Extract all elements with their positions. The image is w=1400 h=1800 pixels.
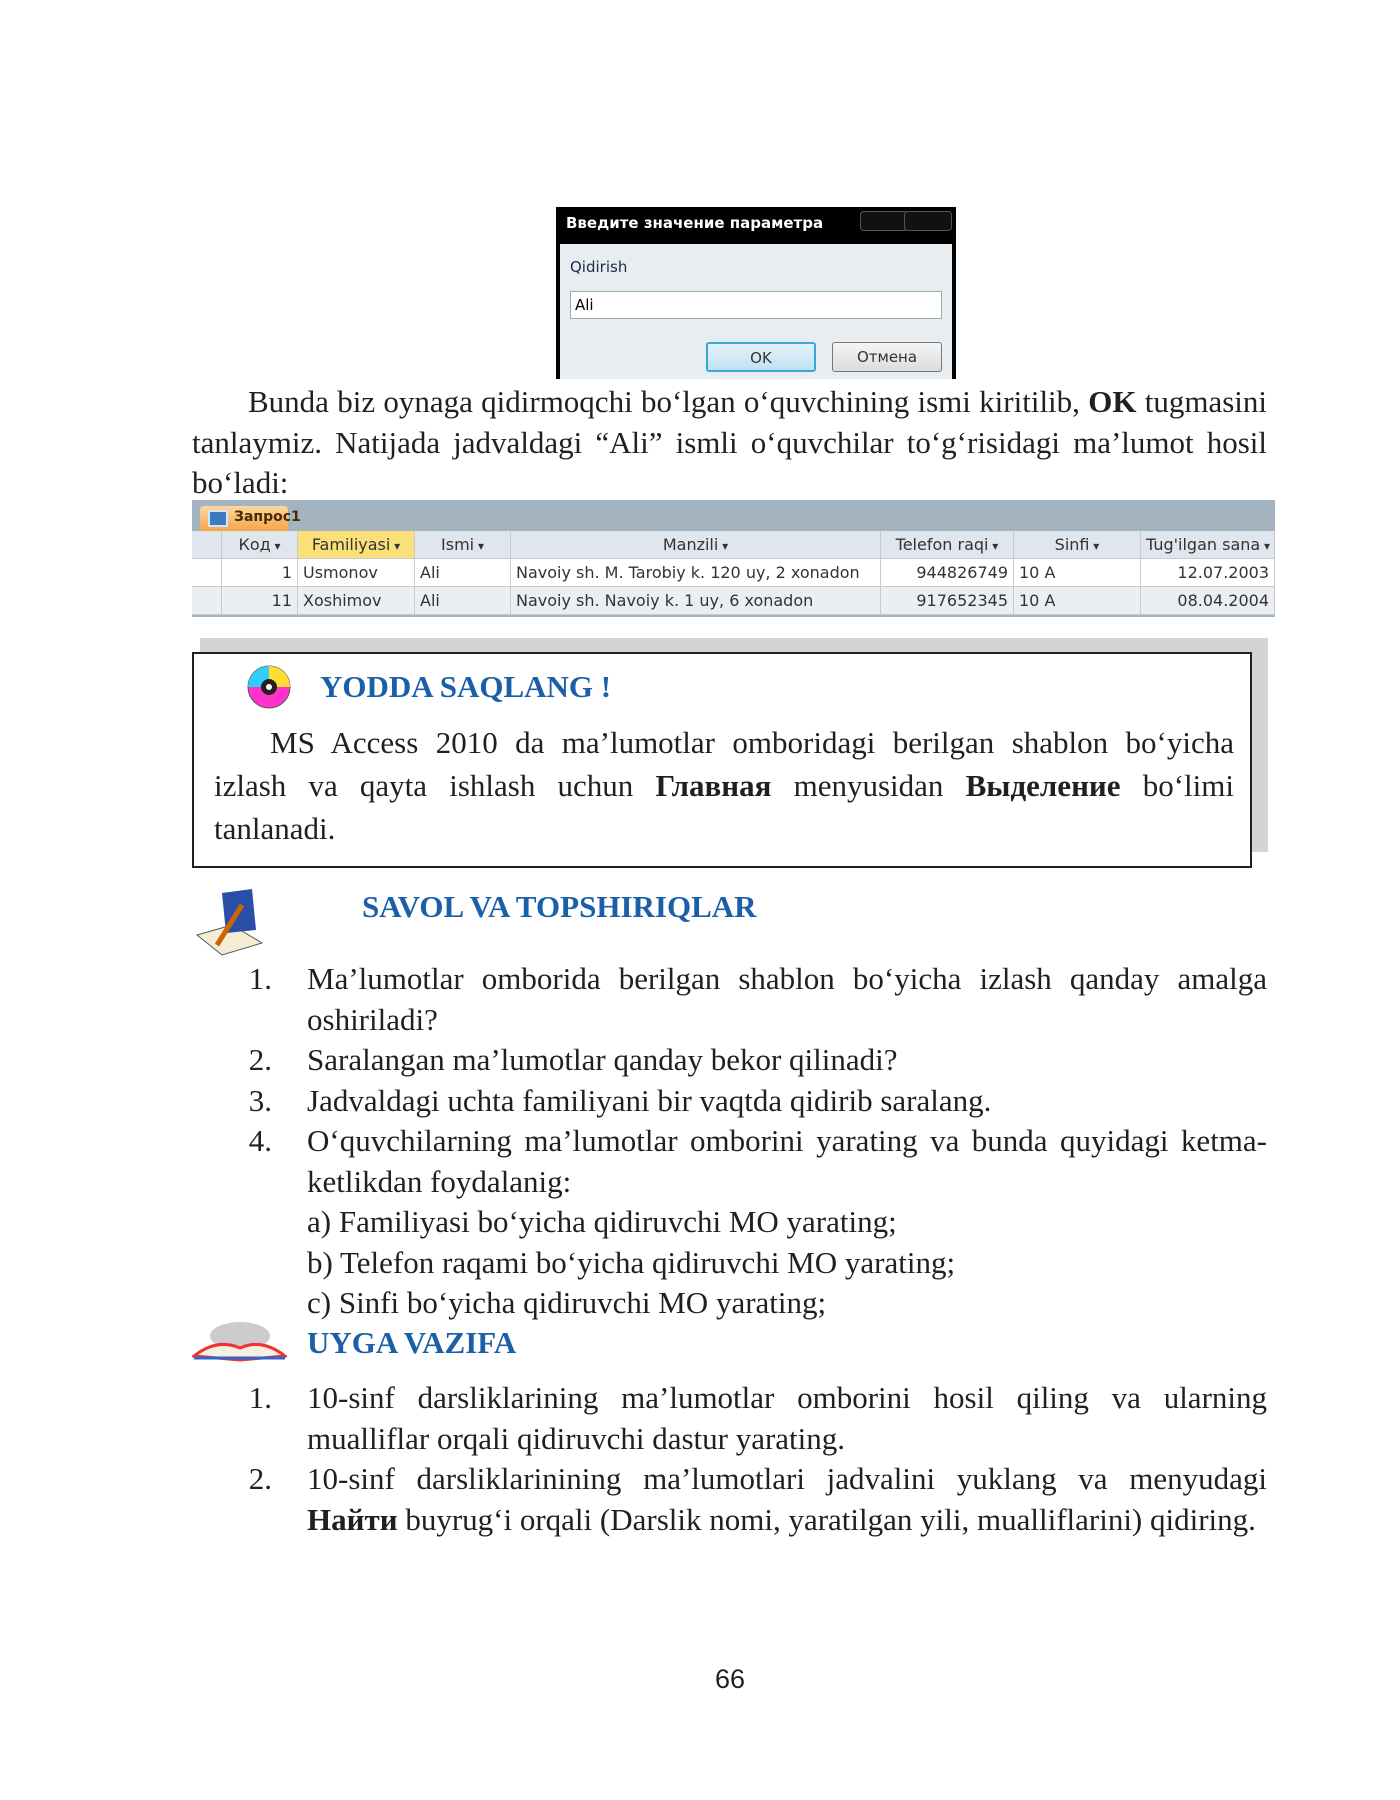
- box-shadow: [200, 638, 1268, 652]
- list-number: 1.: [248, 961, 272, 996]
- sub-item: c) Sinfi bo‘yicha qidiruvchi MO yarating;: [307, 1285, 827, 1320]
- intro-paragraph: [192, 382, 1267, 504]
- homework-title: UYGA VAZIFA: [307, 1325, 517, 1360]
- questions-title: SAVOL VA TOPSHIRIQLAR: [362, 889, 757, 924]
- list-number: 3.: [248, 1082, 272, 1118]
- column-header[interactable]: [881, 531, 1014, 559]
- remember-text: MS Access 2010 da ma’lumotlar omboridagi berilgan shablon bo‘yicha izlash va qayta ishlash uchun Главная menyusidan Выделение bo‘limi tanlanadi.: [214, 725, 1235, 846]
- remember-box: [192, 652, 1252, 868]
- list-text: [307, 1378, 1267, 1459]
- parameter-input[interactable]: [570, 291, 942, 319]
- column-header[interactable]: [298, 531, 415, 559]
- list-text-part: Jadvaldagi uchta familiyani bir vaqtda qidirib saralang.: [307, 1082, 992, 1118]
- list-text: [307, 1081, 1267, 1122]
- dropdown-arrow-icon[interactable]: ▾: [1089, 539, 1100, 553]
- column-header-label: Sinfi: [1054, 535, 1090, 554]
- list-text-part: 10-sinf darsliklarining ma’lumotlar omborini hosil qiling va ularning mualliflar orqali qidiruvchi dastur yarating.: [307, 1380, 1267, 1456]
- table-cell[interactable]: 10 A: [1014, 587, 1141, 615]
- list-text-part: Saralangan ma’lumotlar qanday bekor qilinadi?: [307, 1042, 898, 1077]
- list-text-part: buyrug‘i orqali (Darslik nomi, yaratilgan yili, mualliflarini) qidiring.: [405, 1501, 1256, 1537]
- remember-title: YODDA SAQLANG !: [320, 669, 612, 704]
- para-bold: OK: [1088, 384, 1137, 419]
- dropdown-arrow-icon[interactable]: ▾: [474, 539, 484, 553]
- column-header-label: Tug'ilgan sana: [1146, 535, 1261, 554]
- disc-icon: [246, 664, 292, 710]
- table-cell[interactable]: Usmonov: [298, 559, 415, 587]
- column-header-label: Familiyasi: [311, 535, 391, 554]
- query-tab[interactable]: [200, 506, 301, 531]
- select-all-corner[interactable]: [192, 531, 222, 559]
- table-cell[interactable]: 944826749: [881, 559, 1014, 587]
- minimize-button[interactable]: [860, 211, 908, 231]
- query-table: [192, 500, 1275, 617]
- table-cell[interactable]: Navoiy sh. M. Tarobiy k. 120 uy, 2 xonadon: [511, 559, 881, 587]
- list-number: 2.: [248, 1461, 272, 1496]
- column-header-label: Manzili: [662, 535, 719, 554]
- sub-item: b) Telefon raqami bo‘yicha qidiruvchi MO yarating;: [307, 1244, 956, 1280]
- list-text: [307, 1040, 1267, 1081]
- dialog-titlebar: [560, 207, 952, 244]
- dropdown-arrow-icon[interactable]: ▾: [270, 539, 281, 553]
- column-header-label: Telefon raqi: [895, 535, 989, 554]
- list-text: [307, 1121, 1267, 1202]
- table-cell[interactable]: Ali: [415, 559, 511, 587]
- table-cell[interactable]: 10 A: [1014, 559, 1141, 587]
- row-selector[interactable]: [192, 587, 222, 615]
- list-bold: Найти: [307, 1501, 398, 1537]
- table-cell[interactable]: 1: [222, 559, 298, 587]
- table-cell[interactable]: Ali: [415, 587, 511, 615]
- dropdown-arrow-icon[interactable]: ▾: [390, 539, 401, 553]
- book-icon: [192, 1318, 287, 1363]
- sub-item: a) Familiyasi bo‘yicha qidiruvchi MO yarating;: [307, 1204, 897, 1239]
- dialog-label: Qidirish: [570, 258, 628, 276]
- list-text: [307, 959, 1267, 1040]
- table-cell[interactable]: Xoshimov: [298, 587, 415, 615]
- dialog-title: Введите значение параметра: [566, 214, 824, 232]
- column-header[interactable]: [415, 531, 511, 559]
- dropdown-arrow-icon[interactable]: ▾: [1260, 539, 1271, 553]
- close-button[interactable]: [904, 211, 952, 231]
- column-header[interactable]: [511, 531, 881, 559]
- column-header-label: Код: [238, 535, 271, 554]
- column-header[interactable]: [222, 531, 298, 559]
- list-number: 4.: [248, 1123, 272, 1158]
- dropdown-arrow-icon[interactable]: ▾: [988, 539, 999, 553]
- row-selector[interactable]: [192, 559, 222, 587]
- parameter-dialog: [556, 207, 956, 379]
- table-cell[interactable]: 917652345: [881, 587, 1014, 615]
- table-cell[interactable]: Navoiy sh. Navoiy k. 1 uy, 6 xonadon: [511, 587, 881, 615]
- list-text-part: 10-sinf darsliklarinining ma’lumotlari jadvalini yuklang va menyudagi: [307, 1461, 1267, 1496]
- para-text2: tugmasini tanlaymiz. Natijada jadvaldagi “Ali” ismli o‘quvchilar to‘g‘risidagi ma’lumot hosil bo‘ladi:: [192, 384, 1268, 500]
- table-cell[interactable]: 08.04.2004: [1141, 587, 1275, 615]
- box-shadow: [1252, 638, 1268, 852]
- list-text-part: Ma’lumotlar omborida berilgan shablon bo‘yicha izlash qanday amalga oshiriladi?: [307, 961, 1267, 1037]
- page-number: 66: [714, 1664, 746, 1694]
- query-icon: [208, 510, 228, 527]
- column-header-label: Ismi: [441, 535, 475, 554]
- list-number: 2.: [248, 1042, 272, 1077]
- pen-paper-icon: [192, 885, 267, 960]
- ok-button[interactable]: OK: [706, 342, 816, 372]
- dropdown-arrow-icon[interactable]: ▾: [718, 539, 729, 553]
- table-cell[interactable]: 11: [222, 587, 298, 615]
- datasheet-grid: [192, 531, 1275, 615]
- list-text: [307, 1459, 1267, 1540]
- table-cell[interactable]: 12.07.2003: [1141, 559, 1275, 587]
- tab-label: Запрос1: [234, 509, 301, 525]
- cancel-button[interactable]: Отмена: [832, 342, 942, 372]
- column-header[interactable]: [1141, 531, 1275, 559]
- para-text: Bunda biz oynaga qidirmoqchi bo‘lgan o‘quvchining ismi kiritilib,: [248, 384, 1080, 419]
- list-text-part: O‘quvchilarning ma’lumotlar omborini yarating va bunda quyidagi ketma-ketlikdan foydalanig:: [307, 1123, 1267, 1199]
- list-number: 1.: [248, 1380, 272, 1415]
- column-header[interactable]: [1014, 531, 1141, 559]
